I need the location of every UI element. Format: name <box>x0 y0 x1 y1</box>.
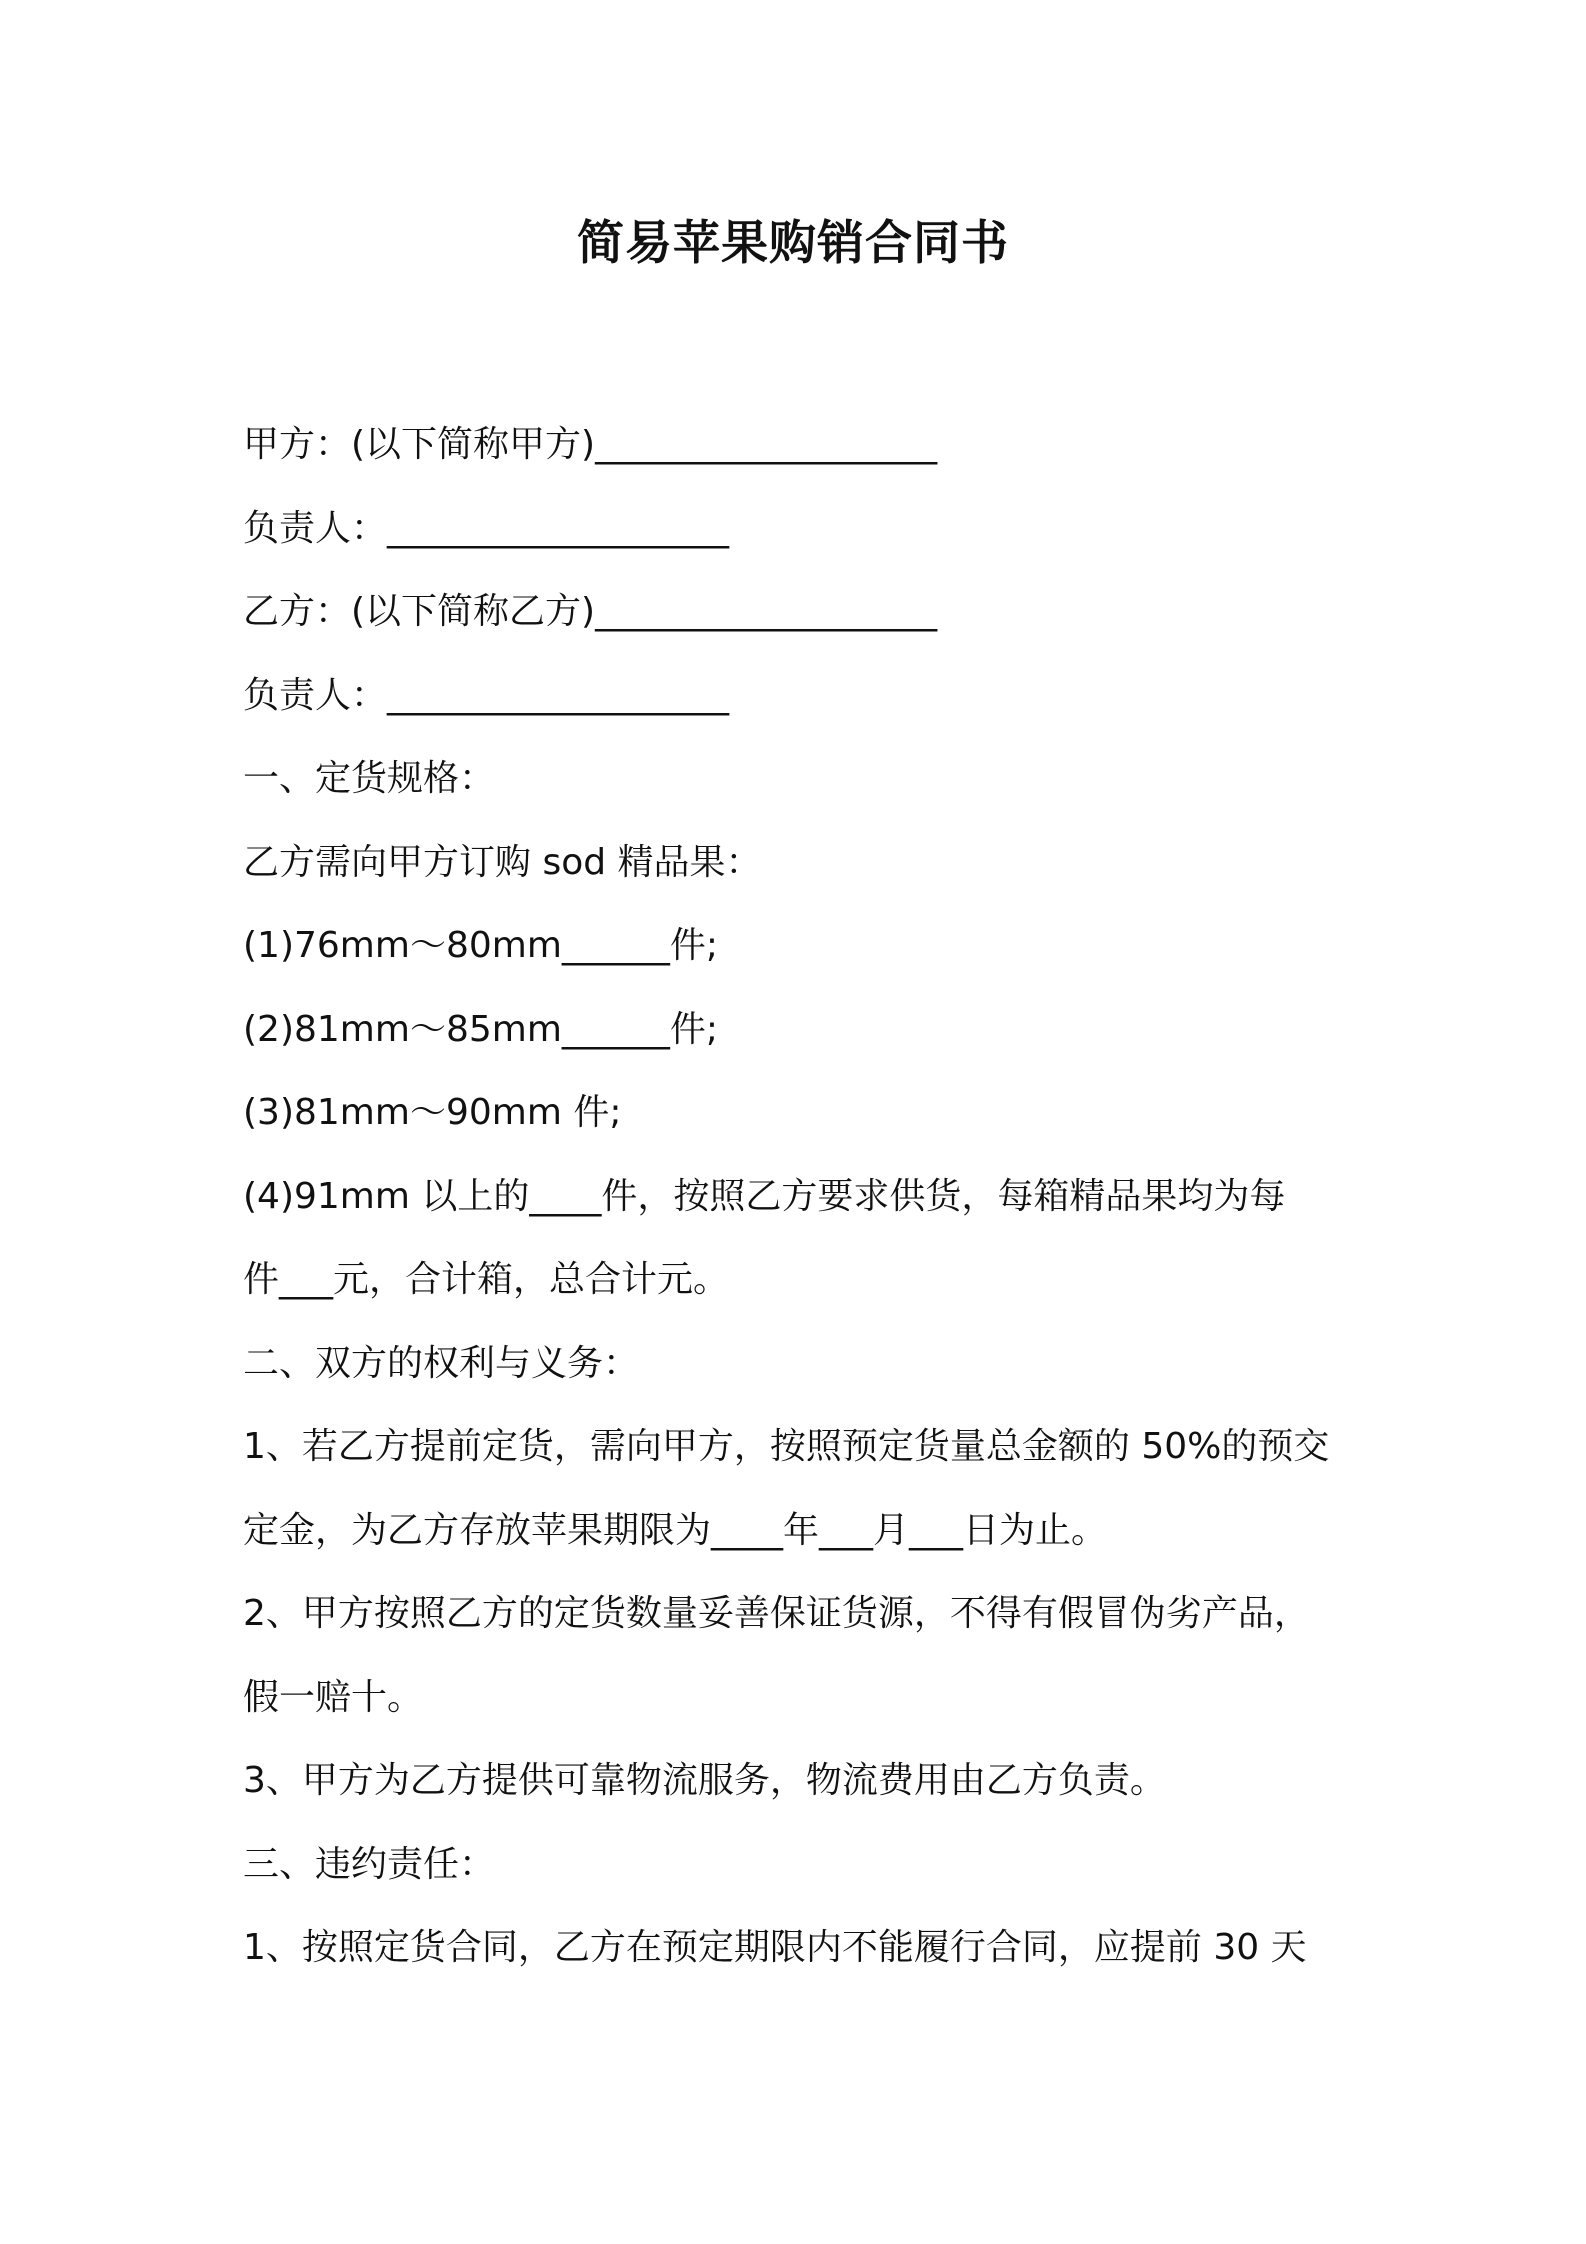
order-item-4: (4)91mm 以上的____件，按照乙方要求供货，每箱精品果均为每 <box>243 1175 1286 1217</box>
clause-2-2: 2、甲方按照乙方的定货数量妥善保证货源，不得有假冒伪劣产品， <box>243 1593 1310 1634</box>
clause-2-3: 3、甲方为乙方提供可靠物流服务，物流费用由乙方负责。 <box>243 1760 1166 1801</box>
clause-2-1-continued: 定金，为乙方存放苹果期限为____年___月___日为止。 <box>243 1509 1108 1551</box>
order-item-4-continued: 件___元，合计箱，总合计元。 <box>243 1259 730 1300</box>
party-b-line: 乙方：(以下简称乙方)___________________ <box>243 591 938 632</box>
clause-2-1: 1、若乙方提前定货，需向甲方，按照预定货量总金额的 50%的预交 <box>243 1426 1330 1467</box>
section-heading-rights-duties: 二、双方的权利与义务： <box>243 1342 640 1384</box>
document-body <box>243 403 1363 1990</box>
section-heading-breach: 三、违约责任： <box>243 1843 496 1885</box>
party-a-line: 甲方：(以下简称甲方)___________________ <box>243 424 938 465</box>
order-item-2: (2)81mm～85mm______件; <box>243 1008 719 1050</box>
order-item-1: (1)76mm～80mm______件; <box>243 925 719 966</box>
document-title: 简易苹果购销合同书 <box>577 216 1009 271</box>
party-b-representative-line: 负责人：___________________ <box>243 674 730 716</box>
order-intro-line: 乙方需向甲方订购 sod 精品果： <box>243 841 762 883</box>
clause-2-2-continued: 假一赔十。 <box>243 1676 424 1718</box>
section-heading-order-spec: 一、定货规格： <box>243 758 496 799</box>
order-item-3: (3)81mm～90mm 件; <box>243 1092 622 1133</box>
clause-3-1: 1、按照定货合同，乙方在预定期限内不能履行合同，应提前 30 天 <box>243 1927 1307 1968</box>
party-a-representative-line: 负责人：___________________ <box>243 507 730 549</box>
